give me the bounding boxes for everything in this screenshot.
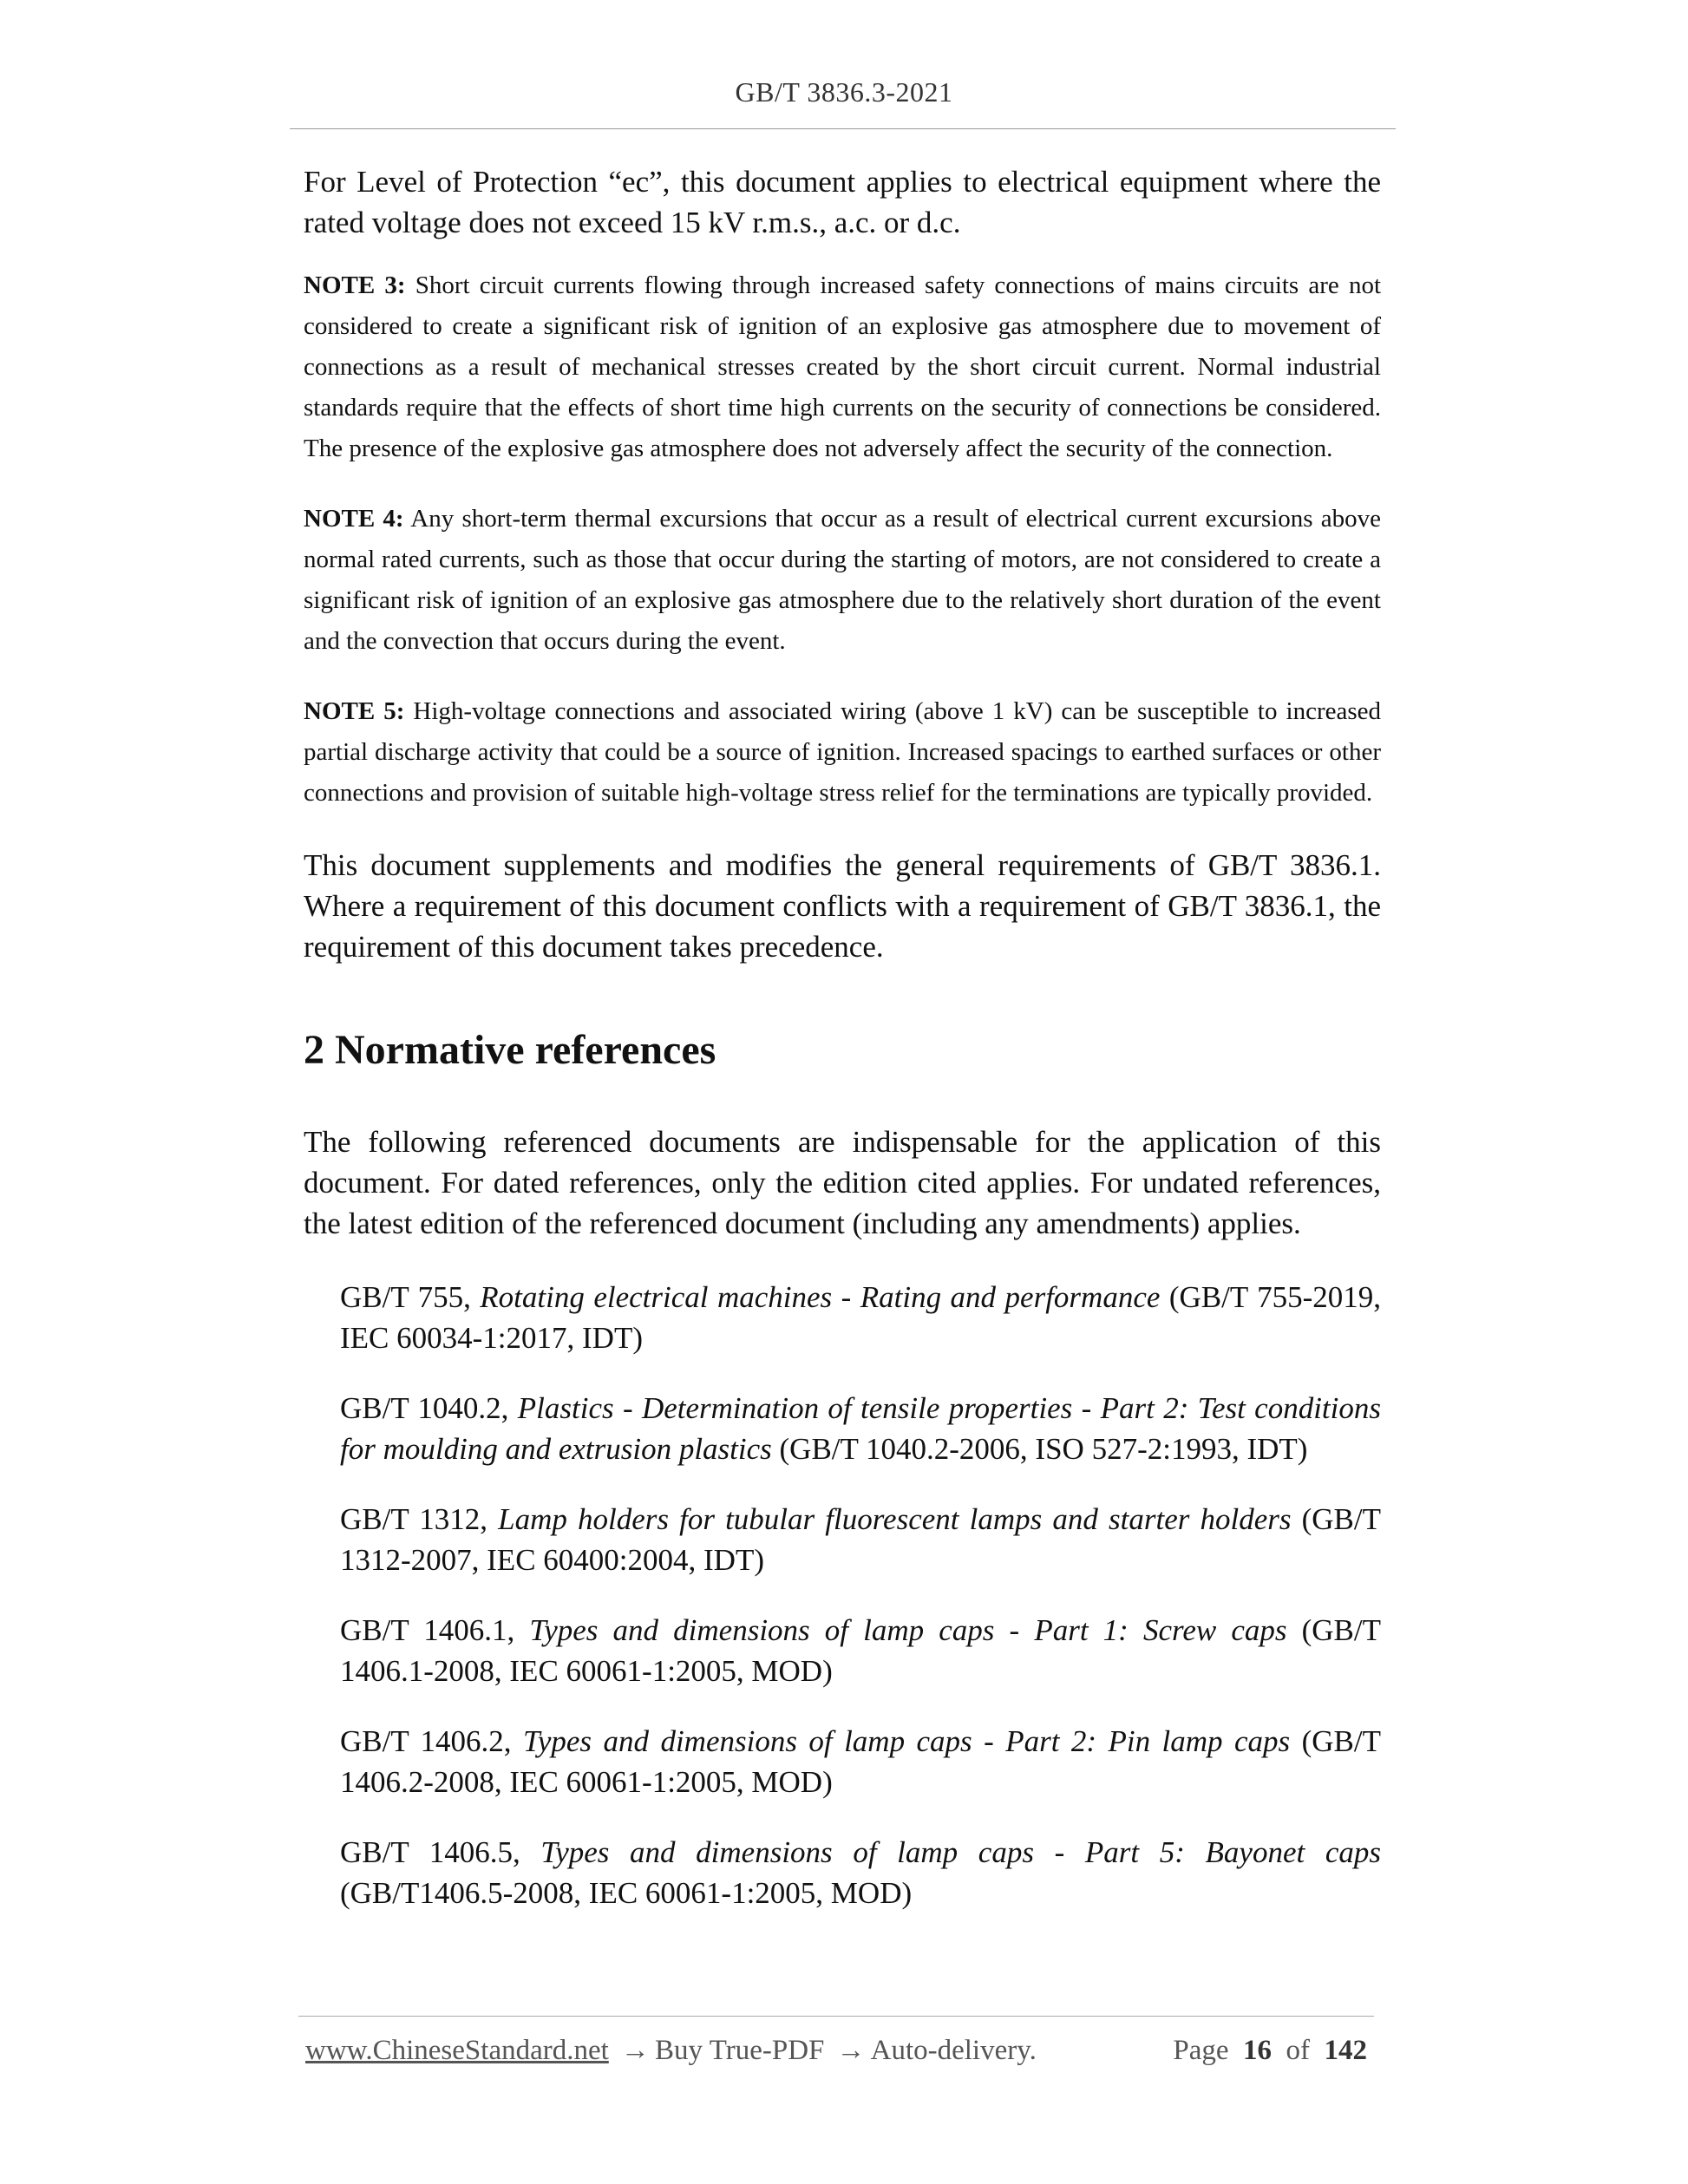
reference-title: Lamp holders for tubular fluorescent lamps and starter holders bbox=[498, 1502, 1292, 1536]
reference-title: Types and dimensions of lamp caps - Part 1: Screw caps bbox=[529, 1613, 1287, 1647]
buy-pdf-text: Buy True-PDF bbox=[655, 2035, 825, 2066]
reference-code: GB/T 1406.2, bbox=[340, 1724, 523, 1758]
reference-suffix: (GB/T 1406.2-2008, IEC 60061-1:2005, MOD) bbox=[340, 1724, 1382, 1799]
reference-code: GB/T 1040.2, bbox=[340, 1391, 518, 1425]
reference-item bbox=[340, 1721, 1381, 1802]
reference-code: GB/T 755, bbox=[340, 1280, 481, 1314]
page-content bbox=[304, 161, 1381, 1913]
reference-item bbox=[340, 1388, 1381, 1469]
reference-suffix: (GB/T1406.5-2008, IEC 60061-1:2005, MOD) bbox=[340, 1876, 913, 1910]
note-3-label: NOTE 3: bbox=[304, 271, 406, 299]
page-header-title: GB/T 3836.3-2021 bbox=[735, 76, 953, 108]
reference-suffix: (GB/T 1040.2-2006, ISO 527-2:1993, IDT) bbox=[771, 1432, 1308, 1466]
footer-links bbox=[305, 2035, 1037, 2067]
website-link[interactable]: www.ChineseStandard.net bbox=[305, 2035, 609, 2066]
reference-suffix: (GB/T 1312-2007, IEC 60400:2004, IDT) bbox=[340, 1502, 1381, 1577]
reference-suffix: (GB/T 1406.1-2008, IEC 60061-1:2005, MOD) bbox=[340, 1613, 1381, 1688]
page-label: Page bbox=[1173, 2035, 1229, 2066]
reference-item bbox=[340, 1832, 1381, 1913]
reference-code: GB/T 1406.5, bbox=[340, 1835, 541, 1869]
note-4-text: Any short-term thermal excursions that occur as a result of electrical current excursions above normal rated currents, such as those that occur during the starting of motors, are not considered to create a significant risk of ignition of an explosive gas atmosphere due to the relatively short duration of the event and the convection that occurs during the event. bbox=[304, 505, 1382, 655]
note-5 bbox=[304, 691, 1381, 814]
reference-item bbox=[340, 1499, 1381, 1580]
note-3 bbox=[304, 265, 1381, 469]
arrow-right-icon: → bbox=[621, 2035, 651, 2066]
reference-title: Types and dimensions of lamp caps - Part 5: Bayonet caps bbox=[540, 1835, 1381, 1869]
note-4 bbox=[304, 499, 1381, 662]
scope-paragraph: For Level of Protection “ec”, this document applies to electrical equipment where the rated voltage does not exceed 15 kV r.m.s., a.c. or d.c. bbox=[304, 165, 1381, 239]
page-current: 16 bbox=[1243, 2035, 1272, 2066]
auto-delivery-text: Auto-delivery. bbox=[870, 2035, 1037, 2066]
note-5-text: High-voltage connections and associated wiring (above 1 kV) can be susceptible to increased partial discharge activity that could be a source of ignition. Increased spacings to earthed surfaces or other connections and provision of suitable high-voltage stress relief for the terminations are typically provided. bbox=[304, 697, 1382, 807]
page-number bbox=[1173, 2035, 1367, 2067]
note-3-text: Short circuit currents flowing through increased safety connections of mains circuits are not considered to create a significant risk of ignition of an explosive gas atmosphere due to movement of connections as a result of mechanical stresses created by the short circuit current. Normal industrial standards require that the effects of short time high currents on the security of connections be considered. The presence of the explosive gas atmosphere does not adversely affect the security of the connection. bbox=[304, 271, 1382, 462]
supplement-paragraph: This document supplements and modifies the general requirements of GB/T 3836.1. Where a requirement of this document conflicts with a requirement of GB/T 3836.1, the requirement of this document takes precedence. bbox=[304, 848, 1381, 964]
references-intro: The following referenced documents are indispensable for the application of this document. For dated references, only the edition cited applies. For undated references, the latest edition of the referenced document (including any amendments) applies. bbox=[304, 1125, 1381, 1240]
reference-title: Rotating electrical machines - Rating and performance bbox=[480, 1280, 1161, 1314]
reference-code: GB/T 1406.1, bbox=[340, 1613, 530, 1647]
of-label: of bbox=[1286, 2035, 1310, 2066]
reference-title: Plastics - Determination of tensile properties - Part 2: Test conditions for moulding and extrusion plastics bbox=[340, 1391, 1381, 1466]
reference-title: Types and dimensions of lamp caps - Part 2: Pin lamp caps bbox=[523, 1724, 1291, 1758]
reference-suffix: (GB/T 755-2019, IEC 60034-1:2017, IDT) bbox=[340, 1280, 1381, 1355]
section-heading: 2 Normative references bbox=[304, 1027, 716, 1073]
page-total: 142 bbox=[1324, 2035, 1367, 2066]
footer-divider bbox=[298, 2016, 1374, 2017]
reference-item bbox=[340, 1610, 1381, 1691]
note-5-label: NOTE 5: bbox=[304, 697, 405, 725]
reference-code: GB/T 1312, bbox=[340, 1502, 499, 1536]
arrow-right-icon: → bbox=[836, 2035, 866, 2066]
reference-item bbox=[340, 1277, 1381, 1358]
note-4-label: NOTE 4: bbox=[304, 505, 404, 533]
header-divider bbox=[290, 128, 1396, 129]
